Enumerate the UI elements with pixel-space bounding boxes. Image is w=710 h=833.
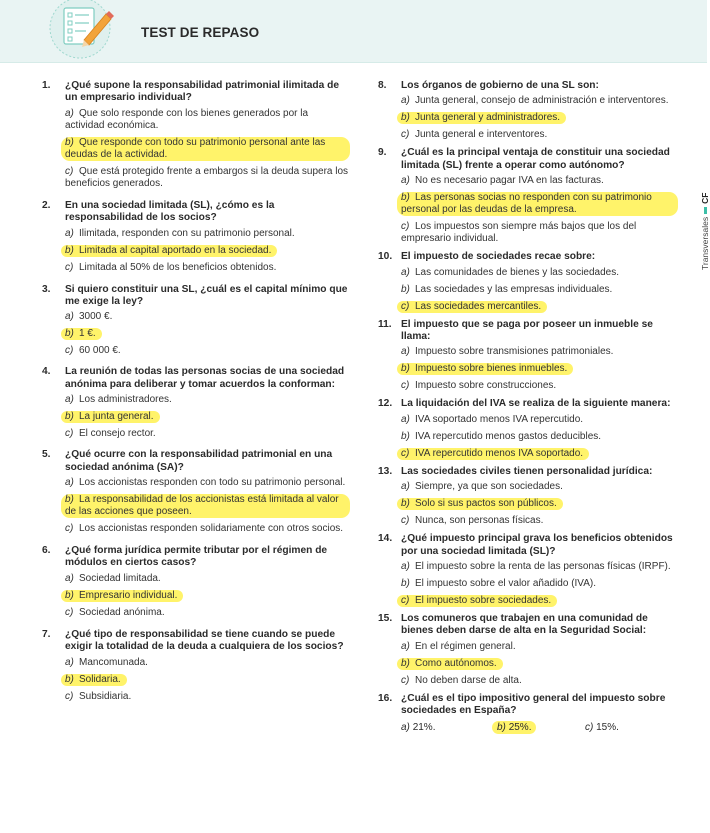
option-text: IVA soportado menos IVA repercutido. xyxy=(415,413,584,425)
question-text xyxy=(42,449,350,474)
option-letter: c) xyxy=(65,690,74,702)
option-letter: b) xyxy=(401,498,410,510)
answer-option xyxy=(378,192,678,216)
page-title: TEST DE REPASO xyxy=(141,25,260,40)
option-letter: c) xyxy=(401,447,410,459)
option-letter: c) xyxy=(65,261,74,273)
option-letter: a) xyxy=(401,413,410,425)
option-letter: c) xyxy=(401,674,410,686)
answer-option xyxy=(42,428,350,440)
option-letter: a) xyxy=(65,311,74,323)
option-letter: b) xyxy=(65,328,74,340)
question-statement: Los órganos de gobierno de una SL son: xyxy=(401,80,599,91)
option-letter: b) xyxy=(65,244,74,256)
option-text: No deben darse de alta. xyxy=(415,674,522,686)
accent-bar xyxy=(704,207,707,214)
answer-option xyxy=(378,561,678,573)
correct-answer-text: El impuesto sobre sociedades. xyxy=(415,595,552,607)
correct-answer-text: Las personas socias no responden con su patrimonio personal por las deudas de la empresa. xyxy=(401,192,652,216)
option-letter: b) xyxy=(497,721,506,733)
answer-option xyxy=(378,112,678,124)
question-text xyxy=(378,319,678,344)
question-statement: ¿Qué tipo de responsabilidad se tiene cuando se puede exigir la totalidad de la deuda a cualquiera de los socios? xyxy=(65,628,344,653)
question-number: 6. xyxy=(42,545,51,557)
option-letter: a) xyxy=(65,394,74,406)
option-letter: b) xyxy=(401,578,410,590)
correct-answer-option xyxy=(492,721,536,734)
question-5 xyxy=(42,449,350,535)
option-letter: c) xyxy=(65,606,74,618)
question-statement: En una sociedad limitada (SL), ¿cómo es la responsabilidad de los socios? xyxy=(65,199,275,224)
option-letter: a) xyxy=(401,561,410,573)
question-text xyxy=(42,80,350,105)
answer-option xyxy=(378,481,678,493)
option-text: Junta general, consejo de administración e interventores. xyxy=(415,95,669,107)
option-text: Los accionistas responden con todo su patrimonio personal. xyxy=(79,477,346,489)
answer-option xyxy=(42,674,350,686)
question-text xyxy=(378,80,678,92)
option-letter: c) xyxy=(401,129,410,141)
question-text xyxy=(378,147,678,172)
option-letter: c) xyxy=(401,380,410,392)
answer-option xyxy=(378,175,678,187)
answer-option xyxy=(42,477,350,489)
option-letter: b) xyxy=(401,112,410,124)
answer-option xyxy=(378,267,678,279)
correct-answer-text: Limitada al capital aportado en la sociedad. xyxy=(79,244,272,256)
option-letter: c) xyxy=(585,721,594,733)
question-statement: El impuesto de sociedades recae sobre: xyxy=(401,251,596,263)
option-letter: a) xyxy=(401,346,410,358)
question-number: 15. xyxy=(378,613,393,625)
option-text: Ilimitada, responden con su patrimonio personal. xyxy=(79,227,295,239)
option-text: El impuesto sobre la renta de las personas físicas (IRPF). xyxy=(415,561,671,573)
answer-option xyxy=(42,691,350,703)
question-text xyxy=(42,200,350,225)
question-number: 14. xyxy=(378,533,393,545)
option-letter: c) xyxy=(401,300,410,312)
answer-option xyxy=(42,494,350,518)
answer-option xyxy=(42,657,350,669)
option-text: Los accionistas responden solidariamente con otros socios. xyxy=(79,523,344,535)
answer-option xyxy=(378,448,678,460)
answer-option xyxy=(585,721,619,734)
answer-option xyxy=(378,431,678,443)
correct-answer-text: Como autónomos. xyxy=(415,657,497,669)
answer-option xyxy=(378,675,678,687)
option-letter: c) xyxy=(401,221,410,233)
answer-option xyxy=(378,498,678,510)
option-text: Sociedad limitada. xyxy=(79,572,161,584)
question-statement: ¿Qué ocurre con la responsabilidad patrimonial en una sociedad anónima (SA)? xyxy=(65,449,333,473)
option-letter: a) xyxy=(65,227,74,239)
answer-option xyxy=(378,595,678,607)
option-text: 21%. xyxy=(412,721,436,733)
answer-option xyxy=(378,578,678,590)
question-10 xyxy=(378,251,678,312)
question-number: 3. xyxy=(42,283,51,295)
question-11 xyxy=(378,319,678,393)
option-text: En el régimen general. xyxy=(415,640,516,652)
option-letter: b) xyxy=(401,283,410,295)
question-14 xyxy=(378,533,678,607)
correct-answer-text: Impuesto sobre bienes inmuebles. xyxy=(415,363,568,375)
question-number: 8. xyxy=(378,80,387,91)
question-statement: ¿Qué impuesto principal grava los beneficios obtenidos por una sociedad limitada (SL)? xyxy=(401,533,673,557)
option-text: Siempre, ya que son sociedades. xyxy=(415,481,563,493)
correct-answer-text: Solidaria. xyxy=(79,673,121,685)
question-number: 1. xyxy=(42,80,51,91)
option-letter: b) xyxy=(65,589,74,601)
question-statement: ¿Qué supone la responsabilidad patrimonial ilimitada de un empresario individual? xyxy=(65,80,339,104)
question-number: 13. xyxy=(378,465,393,477)
option-text: Junta general e interventores. xyxy=(415,129,548,141)
option-letter: b) xyxy=(65,673,74,685)
question-number: 12. xyxy=(378,398,393,410)
option-letter: a) xyxy=(65,656,74,668)
answer-option xyxy=(42,311,350,323)
question-text xyxy=(378,398,678,410)
option-text: Que solo responde con los bienes generados por la actividad económica. xyxy=(65,107,309,131)
correct-answer-text: Las sociedades mercantiles. xyxy=(415,300,542,312)
question-text xyxy=(42,545,350,570)
option-letter: b) xyxy=(401,363,410,375)
option-letter: a) xyxy=(65,107,74,119)
question-2 xyxy=(42,200,350,274)
option-letter: b) xyxy=(401,657,410,669)
option-text: 15%. xyxy=(596,721,619,733)
question-statement: La liquidación del IVA se realiza de la siguiente manera: xyxy=(401,398,671,410)
answer-option xyxy=(378,658,678,670)
question-statement: ¿Cuál es la principal ventaja de constituir una sociedad limitada (SL) frente a operar como autónomo? xyxy=(401,147,670,171)
option-text: Impuesto sobre transmisiones patrimoniales. xyxy=(415,346,614,358)
answer-option xyxy=(42,573,350,585)
option-text: 3000 €. xyxy=(79,311,113,323)
question-text xyxy=(378,466,678,478)
questions-left-column xyxy=(42,80,350,708)
answer-option xyxy=(42,137,350,161)
answer-option xyxy=(42,590,350,602)
option-letter: b) xyxy=(401,192,410,204)
question-12 xyxy=(378,398,678,459)
answer-option xyxy=(42,345,350,357)
option-letter: a) xyxy=(401,266,410,278)
correct-answer-text: IVA repercutido menos IVA soportado. xyxy=(415,447,584,459)
correct-answer-text: Solo si sus pactos son públicos. xyxy=(415,498,557,510)
correct-answer-text: La junta general. xyxy=(79,411,154,423)
option-text: Las comunidades de bienes y las sociedades. xyxy=(415,266,620,278)
correct-answer-text: 1 €. xyxy=(79,328,96,340)
question-statement: Los comuneros que trabajen en una comunidad de bienes deben darse de alta en la Seguridad Social: xyxy=(401,613,648,637)
question-13 xyxy=(378,466,678,527)
option-text: El consejo rector. xyxy=(79,428,156,440)
answer-option xyxy=(42,228,350,240)
option-text: Los impuestos son siempre más bajos que los del empresario individual. xyxy=(401,221,637,245)
question-statement: ¿Cuál es el tipo impositivo general del impuesto sobre sociedades en España? xyxy=(401,692,666,717)
option-letter: b) xyxy=(65,136,74,148)
option-letter: c) xyxy=(65,523,74,535)
answer-option xyxy=(378,515,678,527)
questions-right-column xyxy=(378,80,678,735)
answer-option xyxy=(401,721,435,734)
checklist-pencil-icon xyxy=(40,0,124,66)
option-letter: c) xyxy=(65,345,74,357)
question-statement: ¿Qué forma jurídica permite tributar por el régimen de módulos en ciertos casos? xyxy=(65,545,328,569)
question-4 xyxy=(42,366,350,440)
correct-answer-text: Empresario individual. xyxy=(79,589,178,601)
option-letter: a) xyxy=(65,477,74,489)
question-text xyxy=(42,366,350,391)
question-number: 2. xyxy=(42,199,51,211)
option-text: Mancomunada. xyxy=(79,656,148,668)
option-letter: b) xyxy=(65,411,74,423)
question-statement: Si quiero constituir una SL, ¿cuál es el capital mínimo que me exige la ley? xyxy=(65,283,348,308)
question-statement: La reunión de todas las personas socias de una sociedad anónima para deliberar y tomar acuerdos la conforman: xyxy=(65,366,345,390)
question-3 xyxy=(42,284,350,358)
option-text: Que está protegido frente a embargos si la deuda supera los beneficios generados. xyxy=(65,165,349,189)
option-letter: a) xyxy=(65,572,74,584)
answer-option xyxy=(42,262,350,274)
option-text: Sociedad anónima. xyxy=(79,606,165,618)
question-statement: El impuesto que se paga por poseer un inmueble se llama: xyxy=(401,318,653,343)
option-text: El impuesto sobre el valor añadido (IVA). xyxy=(415,578,597,590)
question-6 xyxy=(42,545,350,619)
option-letter: c) xyxy=(65,165,74,177)
header-band xyxy=(0,0,707,63)
option-text: Las sociedades y las empresas individuales. xyxy=(415,283,613,295)
option-text: Impuesto sobre construcciones. xyxy=(415,380,557,392)
option-text: Limitada al 50% de los beneficios obtenidos. xyxy=(79,261,277,273)
question-statement: Las sociedades civiles tienen personalidad jurídica: xyxy=(401,465,653,477)
answer-option xyxy=(42,328,350,340)
option-text: Los administradores. xyxy=(79,394,172,406)
option-letter: a) xyxy=(401,721,410,733)
question-number: 16. xyxy=(378,692,393,704)
question-text xyxy=(378,251,678,263)
question-number: 10. xyxy=(378,251,393,263)
question-8 xyxy=(378,80,678,141)
answer-option xyxy=(378,221,678,245)
inline-answer-options xyxy=(378,721,678,735)
answer-option xyxy=(378,284,678,296)
answer-option xyxy=(378,129,678,141)
answer-option xyxy=(378,363,678,375)
answer-option xyxy=(378,346,678,358)
option-text: 60 000 €. xyxy=(79,345,121,357)
answer-option xyxy=(42,245,350,257)
answer-option xyxy=(42,166,350,190)
question-9 xyxy=(378,147,678,245)
correct-answer-text: Que responde con todo su patrimonio personal ante las deudas de la actividad. xyxy=(65,136,326,160)
option-letter: a) xyxy=(401,481,410,493)
answer-option xyxy=(378,414,678,426)
option-letter: c) xyxy=(401,515,410,527)
option-letter: a) xyxy=(401,640,410,652)
correct-answer-text: Junta general y administradores. xyxy=(415,112,561,124)
question-text xyxy=(378,613,678,638)
option-letter: a) xyxy=(401,175,410,187)
answer-option xyxy=(378,641,678,653)
option-letter: a) xyxy=(401,95,410,107)
question-1 xyxy=(42,80,350,190)
option-text: 25%. xyxy=(508,721,532,733)
subject-name: Transversales xyxy=(700,216,710,270)
answer-option xyxy=(42,607,350,619)
question-text xyxy=(378,533,678,558)
question-text xyxy=(378,693,678,718)
subject-code: CF xyxy=(700,192,710,204)
question-number: 9. xyxy=(378,147,387,159)
option-text: IVA repercutido menos gastos deducibles. xyxy=(415,430,602,442)
correct-answer-text: La responsabilidad de los accionistas está limitada al valor de las acciones que poseen. xyxy=(65,494,339,518)
question-number: 11. xyxy=(378,318,392,330)
question-number: 4. xyxy=(42,366,51,378)
option-letter: b) xyxy=(65,494,74,506)
option-text: No es necesario pagar IVA en las facturas. xyxy=(415,175,604,187)
side-subject-label xyxy=(688,160,710,270)
option-letter: b) xyxy=(401,430,410,442)
option-text: Nunca, son personas físicas. xyxy=(415,515,544,527)
answer-option xyxy=(42,108,350,132)
question-number: 7. xyxy=(42,628,51,640)
question-7 xyxy=(42,629,350,703)
option-text: Subsidiaria. xyxy=(79,690,132,702)
question-text xyxy=(42,284,350,309)
answer-option xyxy=(42,411,350,423)
answer-option xyxy=(42,523,350,535)
option-letter: c) xyxy=(65,428,74,440)
question-text xyxy=(42,629,350,654)
question-16 xyxy=(378,693,678,735)
answer-option xyxy=(42,394,350,406)
answer-option xyxy=(378,380,678,392)
question-15 xyxy=(378,613,678,687)
answer-option xyxy=(378,95,678,107)
option-letter: c) xyxy=(401,595,410,607)
question-number: 5. xyxy=(42,449,51,461)
answer-option xyxy=(378,301,678,313)
